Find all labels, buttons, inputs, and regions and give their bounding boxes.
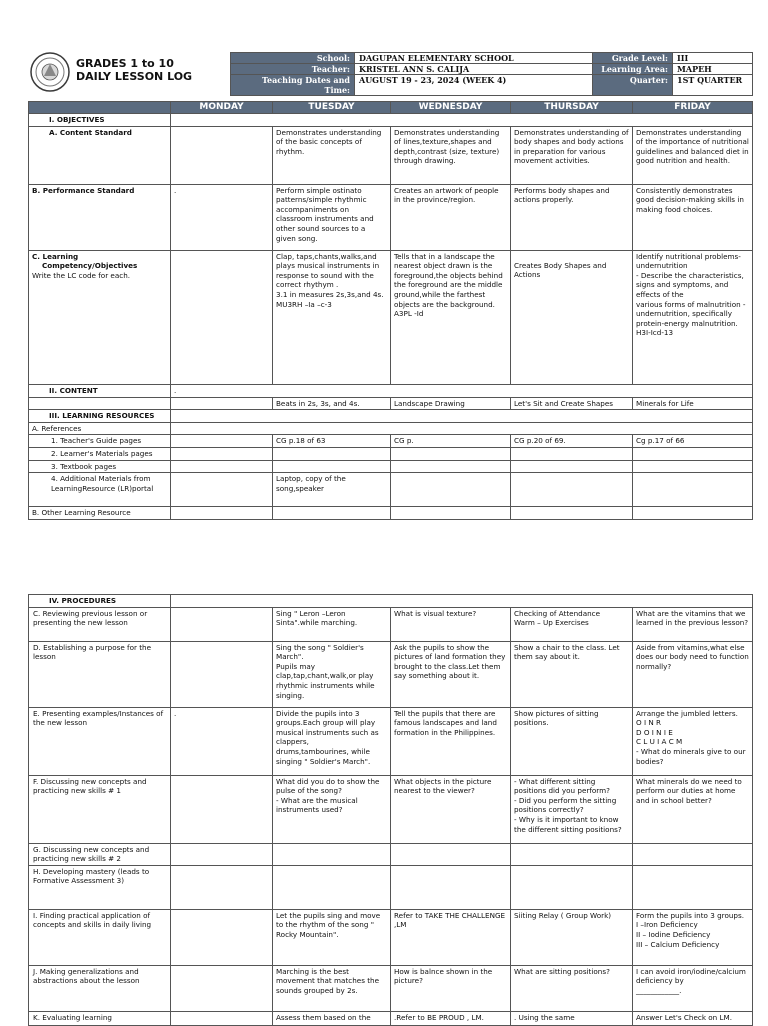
content-heading-dot: . xyxy=(171,384,753,397)
grade-value: III xyxy=(673,53,753,64)
procedure-row-d xyxy=(29,641,753,707)
procedure-cell: . xyxy=(171,707,273,775)
procedure-cell xyxy=(171,775,273,843)
procedure-cell: Tell the pupils that there are famous landscapes and land formation in the Philippines. xyxy=(391,707,511,775)
procedure-label: H. Developing mastery (leads to Formative Assessment 3) xyxy=(29,865,171,909)
procedure-cell: Sing the song " Soldier's March". Pupils may clap,tap,chant,walk,or play rhythmic instruments while singing. xyxy=(273,641,391,707)
performance-standard-friday: Consistently demonstrates good decision-making skills in making food choices. xyxy=(633,184,753,250)
procedure-cell: I can avoid iron/iodine/calcium deficiency by ____________. xyxy=(633,965,753,1011)
dates-value: AUGUST 19 - 23, 2024 (WEEK 4) xyxy=(355,75,593,96)
procedure-cell xyxy=(171,1011,273,1025)
school-label: School: xyxy=(231,53,355,64)
content-standard-friday: Demonstrates understanding of the importance of nutritional guidelines and balanced diet in good nutrition and health. xyxy=(633,126,753,184)
content-wednesday: Landscape Drawing xyxy=(391,397,511,410)
competency-wednesday: Tells that in a landscape the nearest object drawn is the foreground,the objects behind the foreground are the middle ground,while the farthest objects are the background. A3PL -Id xyxy=(391,250,511,384)
teacher-value: KRISTEL ANN S. CALIJA xyxy=(355,64,593,75)
competency-monday xyxy=(171,250,273,384)
procedure-label: K. Evaluating learning xyxy=(29,1011,171,1025)
procedure-cell: Aside from vitamins,what else does our body need to function normally? xyxy=(633,641,753,707)
procedure-row-e xyxy=(29,707,753,775)
day-header-tuesday: TUESDAY xyxy=(273,102,391,114)
resources-heading: III. LEARNING RESOURCES xyxy=(29,410,171,423)
performance-standard-monday: . xyxy=(171,184,273,250)
lesson-log-table xyxy=(28,101,753,520)
content-heading: II. CONTENT xyxy=(29,384,171,397)
area-value: MAPEH xyxy=(673,64,753,75)
tg-friday: Cg p.17 of 66 xyxy=(633,435,753,448)
procedures-heading: IV. PROCEDURES xyxy=(29,595,171,608)
procedure-cell: Siiting Relay ( Group Work) xyxy=(511,909,633,965)
procedure-row-i xyxy=(29,909,753,965)
other-resource-label: B. Other Learning Resource xyxy=(29,507,171,520)
additional-tuesday: Laptop, copy of the song,speaker xyxy=(273,473,391,507)
procedure-cell: .Refer to BE PROUD , LM. xyxy=(391,1011,511,1025)
content-standard-wednesday: Demonstrates understanding of lines,texture,shapes and depth,contrast (size, texture) through drawing. xyxy=(391,126,511,184)
textbook-label: 3. Textbook pages xyxy=(29,460,171,473)
school-value: DAGUPAN ELEMENTARY SCHOOL xyxy=(355,53,593,64)
day-header-row xyxy=(29,102,753,114)
quarter-value: 1ST QUARTER xyxy=(673,75,753,96)
dates-label: Teaching Dates and Time: xyxy=(231,75,355,96)
title-line-1: GRADES 1 to 10 xyxy=(76,57,174,70)
competency-label-1: C. Learning xyxy=(32,251,79,261)
deped-seal xyxy=(30,52,70,92)
procedure-cell: Let the pupils sing and move to the rhythm of the song " Rocky Mountain". xyxy=(273,909,391,965)
procedure-cell: . Using the same xyxy=(511,1011,633,1025)
procedure-cell: Marching is the best movement that matches the sounds grouped by 2s. xyxy=(273,965,391,1011)
procedure-row-j xyxy=(29,965,753,1011)
area-label: Learning Area: xyxy=(593,64,673,75)
content-standard-tuesday: Demonstrates understanding of the basic concepts of rhythm. xyxy=(273,126,391,184)
procedure-cell: Assess them based on the xyxy=(273,1011,391,1025)
procedure-label: F. Discussing new concepts and practicing new skills # 1 xyxy=(29,775,171,843)
references-label: A. References xyxy=(29,422,171,435)
procedure-cell: Show pictures of sitting positions. xyxy=(511,707,633,775)
additional-monday xyxy=(171,473,273,507)
content-thursday: Let's Sit and Create Shapes xyxy=(511,397,633,410)
procedure-cell: How is balnce shown in the picture? xyxy=(391,965,511,1011)
procedure-label: D. Establishing a purpose for the lesson xyxy=(29,641,171,707)
content-standard-monday xyxy=(171,126,273,184)
procedure-cell: Refer to TAKE THE CHALLENGE ,LM xyxy=(391,909,511,965)
additional-friday xyxy=(633,473,753,507)
document-title xyxy=(76,57,192,83)
tg-label: 1. Teacher's Guide pages xyxy=(29,435,171,448)
content-standard-thursday: Demonstrates understanding of body shapes and body actions in preparation for various movement activities. xyxy=(511,126,633,184)
competency-label-3: Write the LC code for each. xyxy=(32,270,131,280)
procedures-table xyxy=(28,594,753,1026)
procedure-cell: Ask the pupils to show the pictures of land formation they brought to the class.Let them say something about it. xyxy=(391,641,511,707)
grade-label: Grade Level: xyxy=(593,53,673,64)
procedure-cell xyxy=(171,607,273,641)
competency-friday: Identify nutritional problems- undernutrition - Describe the characteristics, signs and symptoms, and effects of the various forms of malnutrition - undernutrition, specifically protein-energy malnutrition. H3I-Icd-13 xyxy=(633,250,753,384)
procedure-label: G. Discussing new concepts and practicing new skills # 2 xyxy=(29,843,171,865)
performance-standard-wednesday: Creates an artwork of people in the province/region. xyxy=(391,184,511,250)
performance-standard-tuesday: Perform simple ostinato patterns/simple rhythmic accompaniments on classroom instruments and other sound sources to a given song. xyxy=(273,184,391,250)
procedure-cell: Checking of Attendance Warm – Up Exercises xyxy=(511,607,633,641)
procedure-cell: What objects in the picture nearest to the viewer? xyxy=(391,775,511,843)
procedure-cell: - What different sitting positions did you perform? - Did you perform the sitting positions correctly? - Why is it important to know the different sitting positions? xyxy=(511,775,633,843)
competency-label xyxy=(29,250,171,384)
teacher-label: Teacher: xyxy=(231,64,355,75)
additional-wednesday xyxy=(391,473,511,507)
content-friday: Minerals for Life xyxy=(633,397,753,410)
procedure-cell: What did you do to show the pulse of the song? - What are the musical instruments used? xyxy=(273,775,391,843)
competency-tuesday: Clap, taps,chants,walks,and plays musical instruments in response to sound with the correct rhythym . 3.1 in measures 2s,3s,and 4s. MU3RH –Ia –c-3 xyxy=(273,250,391,384)
procedure-label: C. Reviewing previous lesson or presenting the new lesson xyxy=(29,607,171,641)
quarter-label: Quarter: xyxy=(593,75,673,96)
tg-monday xyxy=(171,435,273,448)
title-line-2: DAILY LESSON LOG xyxy=(76,70,193,83)
day-header-monday: MONDAY xyxy=(171,102,273,114)
procedure-cell: Sing " Leron –Leron Sinta".while marching. xyxy=(273,607,391,641)
procedure-row-g xyxy=(29,843,753,865)
procedure-row-f xyxy=(29,775,753,843)
procedure-cell: Form the pupils into 3 groups. I –Iron Deficiency II – Iodine Deficiency III – Calcium Deficiency xyxy=(633,909,753,965)
procedure-label: E. Presenting examples/Instances of the new lesson xyxy=(29,707,171,775)
procedure-row-k xyxy=(29,1011,753,1025)
procedure-cell: What are sitting positions? xyxy=(511,965,633,1011)
lm-label: 2. Learner's Materials pages xyxy=(29,447,171,460)
procedure-cell: What is visual texture? xyxy=(391,607,511,641)
objectives-heading: I. OBJECTIVES xyxy=(29,114,171,127)
procedure-cell: Divide the pupils into 3 groups.Each group will play musical instruments such as clappers, drums,tambourines, while singing " Soldier's March". xyxy=(273,707,391,775)
tg-wednesday: CG p. xyxy=(391,435,511,448)
procedure-cell: Arrange the jumbled letters. O I N R D O I N I E C L U I A C M - What do minerals give to our bodies? xyxy=(633,707,753,775)
procedure-cell: What are the vitamins that we learned in the previous lesson? xyxy=(633,607,753,641)
content-monday xyxy=(171,397,273,410)
competency-label-2: Competency/Objectives xyxy=(42,261,138,271)
day-header-thursday: THURSDAY xyxy=(511,102,633,114)
additional-label: 4. Additional Materials from LearningResource (LR)portal xyxy=(29,473,171,507)
performance-standard-thursday: Performs body shapes and actions properly. xyxy=(511,184,633,250)
procedure-row-c xyxy=(29,607,753,641)
corner-cell xyxy=(29,102,171,114)
competency-thursday: Creates Body Shapes and Actions xyxy=(511,250,633,384)
procedure-cell xyxy=(171,909,273,965)
content-standard-label: A. Content Standard xyxy=(29,126,171,184)
procedure-cell xyxy=(171,965,273,1011)
day-header-wednesday: WEDNESDAY xyxy=(391,102,511,114)
header-info-table xyxy=(230,52,753,96)
procedure-cell: Answer Let's Check on LM. xyxy=(633,1011,753,1025)
tg-tuesday: CG p.18 of 63 xyxy=(273,435,391,448)
procedure-cell: What minerals do we need to perform our duties at home and in school better? xyxy=(633,775,753,843)
tg-thursday: CG p.20 of 69. xyxy=(511,435,633,448)
performance-standard-label: B. Performance Standard xyxy=(29,184,171,250)
procedure-label: I. Finding practical application of concepts and skills in daily living xyxy=(29,909,171,965)
procedure-row-h xyxy=(29,865,753,909)
procedure-cell: Show a chair to the class. Let them say about it. xyxy=(511,641,633,707)
day-header-friday: FRIDAY xyxy=(633,102,753,114)
additional-thursday xyxy=(511,473,633,507)
content-tuesday: Beats in 2s, 3s, and 4s. xyxy=(273,397,391,410)
procedure-label: J. Making generalizations and abstractions about the lesson xyxy=(29,965,171,1011)
procedure-cell xyxy=(171,641,273,707)
